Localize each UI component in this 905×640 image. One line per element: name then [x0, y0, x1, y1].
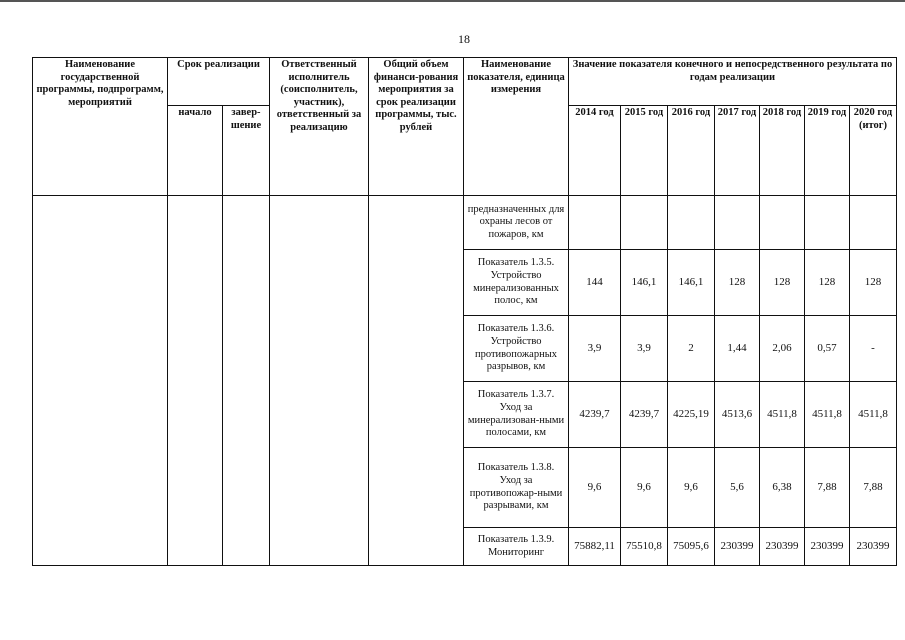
value-cell: 75510,8 [621, 528, 668, 566]
value-cell: 230399 [805, 528, 850, 566]
value-cell: 4239,7 [621, 382, 668, 448]
header-start: начало [168, 106, 223, 196]
page-number: 18 [458, 32, 470, 46]
indicator-name: Показатель 1.3.8. Уход за противопожар-ными разрывами, км [464, 448, 569, 528]
header-values: Значение показателя конечного и непосредственного результата по годам реализации [569, 58, 897, 106]
header-year: 2016 год [668, 106, 715, 196]
value-cell [850, 196, 897, 250]
value-cell: 2 [668, 316, 715, 382]
indicator-name: Показатель 1.3.5. Устройство минерализованных полос, км [464, 250, 569, 316]
value-cell: 4513,6 [715, 382, 760, 448]
value-cell: 9,6 [668, 448, 715, 528]
program-indicators-table [32, 57, 897, 566]
value-cell: 4511,8 [760, 382, 805, 448]
value-cell: 3,9 [621, 316, 668, 382]
value-cell: 144 [569, 250, 621, 316]
start-cell [168, 196, 223, 566]
value-cell: 3,9 [569, 316, 621, 382]
program-cell [33, 196, 168, 566]
value-cell: 7,88 [805, 448, 850, 528]
value-cell: 4239,7 [569, 382, 621, 448]
value-cell: 9,6 [621, 448, 668, 528]
header-end: завер-шение [223, 106, 270, 196]
header-year: 2019 год [805, 106, 850, 196]
value-cell: 128 [805, 250, 850, 316]
value-cell: 1,44 [715, 316, 760, 382]
value-cell [621, 196, 668, 250]
value-cell [715, 196, 760, 250]
header-term: Срок реализации [168, 58, 270, 106]
value-cell: 75882,11 [569, 528, 621, 566]
page-top-border [0, 0, 905, 2]
value-cell [569, 196, 621, 250]
value-cell: 6,38 [760, 448, 805, 528]
header-indicator: Наименование показателя, единица измерения [464, 58, 569, 196]
end-cell [223, 196, 270, 566]
value-cell: 146,1 [668, 250, 715, 316]
value-cell: 4225,19 [668, 382, 715, 448]
header-year: 2018 год [760, 106, 805, 196]
value-cell: 146,1 [621, 250, 668, 316]
indicator-name: предназначенных для охраны лесов от пожаров, км [464, 196, 569, 250]
header-year: 2015 год [621, 106, 668, 196]
header-program: Наименование государственной программы, подпрограмм, мероприятий [33, 58, 168, 196]
header-year: 2014 год [569, 106, 621, 196]
header-executor: Ответственный исполнитель (соисполнитель, участник), ответственный за реализацию [270, 58, 369, 196]
table-row [33, 196, 897, 250]
header-year: 2017 год [715, 106, 760, 196]
indicator-name: Показатель 1.3.7. Уход за минерализован-ными полосами, км [464, 382, 569, 448]
value-cell: 7,88 [850, 448, 897, 528]
indicator-name: Показатель 1.3.9. Мониторинг [464, 528, 569, 566]
value-cell: 230399 [760, 528, 805, 566]
value-cell: 2,06 [760, 316, 805, 382]
value-cell: 230399 [715, 528, 760, 566]
value-cell: 128 [850, 250, 897, 316]
value-cell: - [850, 316, 897, 382]
value-cell [805, 196, 850, 250]
value-cell: 4511,8 [850, 382, 897, 448]
finance-cell [369, 196, 464, 566]
value-cell: 9,6 [569, 448, 621, 528]
value-cell: 75095,6 [668, 528, 715, 566]
value-cell: 0,57 [805, 316, 850, 382]
value-cell: 4511,8 [805, 382, 850, 448]
executor-cell [270, 196, 369, 566]
value-cell: 128 [760, 250, 805, 316]
value-cell [668, 196, 715, 250]
value-cell: 128 [715, 250, 760, 316]
header-year: 2020 год (итог) [850, 106, 897, 196]
value-cell: 230399 [850, 528, 897, 566]
value-cell: 5,6 [715, 448, 760, 528]
value-cell [760, 196, 805, 250]
header-finance: Общий объем финанси-рования мероприятия за срок реализации программы, тыс. рублей [369, 58, 464, 196]
indicator-name: Показатель 1.3.6. Устройство противопожарных разрывов, км [464, 316, 569, 382]
